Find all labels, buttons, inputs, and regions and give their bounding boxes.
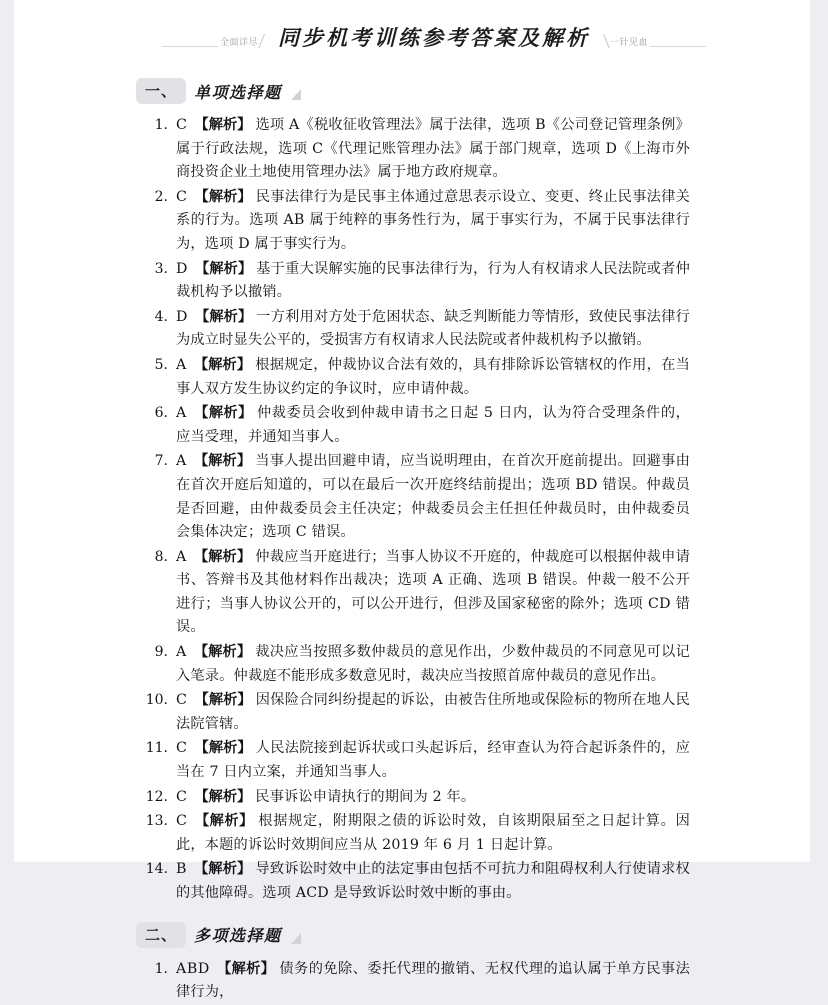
analysis-tag: 【解析】 bbox=[193, 356, 252, 373]
analysis-tag: 【解析】 bbox=[194, 117, 252, 133]
answer-content bbox=[14, 78, 810, 1005]
section-title: 单项选择题 bbox=[194, 82, 282, 102]
header-inner bbox=[162, 22, 706, 52]
analysis-text: 基于重大误解实施的民事法律行为，行为人有权请求人民法院或者仲裁机构予以撤销。 bbox=[176, 260, 690, 301]
item-number: 13. bbox=[145, 813, 168, 830]
header-rule-left bbox=[162, 46, 218, 47]
analysis-text: 民事诉讼申请执行的期间为 2 年。 bbox=[255, 788, 476, 805]
item-answer: C bbox=[176, 788, 188, 805]
analysis-tag: 【解析】 bbox=[194, 308, 253, 325]
item-number: 7. bbox=[154, 453, 168, 470]
answer-item bbox=[14, 958, 810, 1005]
answer-item bbox=[14, 114, 810, 185]
analysis-text: 仲裁委员会收到仲裁申请书之日起 5 日内，认为符合受理条件的，应当受理，并通知当事人。 bbox=[176, 405, 690, 445]
analysis-tag: 【解析】 bbox=[194, 260, 253, 277]
item-number: 12. bbox=[145, 788, 168, 805]
item-answer: D bbox=[176, 260, 188, 277]
item-number: 1. bbox=[154, 960, 168, 977]
document-page bbox=[14, 0, 810, 1001]
header-rule-right bbox=[650, 46, 706, 47]
section-title: 多项选择题 bbox=[194, 926, 282, 946]
answer-item bbox=[14, 258, 810, 305]
analysis-text: 仲裁应当开庭进行；当事人协议不开庭的，仲裁庭可以根据仲裁申请书、答辩书及其他材料作出裁决；选项 A 正确、选项 B 错误。仲裁一般不公开进行；当事人协议公开的，可以公开进行，但涉及国家秘密的除外；选项 CD 错误。 bbox=[176, 548, 690, 636]
item-body bbox=[168, 737, 690, 784]
item-body bbox=[168, 786, 690, 810]
item-body bbox=[168, 641, 690, 688]
answer-item bbox=[14, 186, 810, 257]
item-answer: A bbox=[176, 644, 187, 661]
item-answer: C bbox=[176, 740, 188, 757]
header-slash-left-icon bbox=[260, 34, 271, 49]
item-number: 14. bbox=[145, 861, 168, 878]
section-index-badge: 二、 bbox=[136, 922, 186, 948]
item-number: 5. bbox=[154, 356, 168, 373]
item-body bbox=[168, 858, 690, 905]
item-body bbox=[168, 546, 690, 640]
item-body bbox=[168, 354, 690, 401]
item-answer: C bbox=[176, 188, 188, 205]
section-triangle-icon bbox=[291, 933, 301, 944]
analysis-text: 裁决应当按照多数仲裁员的意见作出，少数仲裁员的不同意见可以记入笔录。仲裁庭不能形成多数意见时，裁决应当按照首席仲裁员的意见作出。 bbox=[176, 644, 690, 684]
item-number: 6. bbox=[154, 405, 168, 422]
analysis-tag: 【解析】 bbox=[194, 188, 252, 205]
analysis-tag: 【解析】 bbox=[194, 740, 252, 757]
analysis-text: 当事人提出回避申请，应当说明理由，在首次开庭前提出。回避事由在首次开庭后知道的，可以在最后一次开庭终结前提出；选项 BD 错误。仲裁员是否回避，由仲裁委员会主任决定；仲裁委员会主任担任仲裁员时，由仲裁委员会集体决定；选项 C 错误。 bbox=[176, 453, 690, 541]
analysis-tag: 【解析】 bbox=[194, 813, 254, 830]
item-answer: B bbox=[176, 861, 188, 878]
answer-item bbox=[14, 402, 810, 449]
item-number: 2. bbox=[154, 188, 168, 205]
analysis-tag: 【解析】 bbox=[193, 644, 252, 661]
item-body bbox=[168, 258, 690, 305]
answer-item bbox=[14, 354, 810, 401]
analysis-text: 因保险合同纠纷提起的诉讼，由被告住所地或保险标的物所在地人民法院管辖。 bbox=[176, 692, 690, 732]
item-body bbox=[168, 810, 690, 857]
item-number: 8. bbox=[154, 548, 168, 565]
header-left-tag: 全面详尽 bbox=[219, 37, 258, 48]
section-triangle-icon bbox=[291, 89, 301, 100]
answer-item bbox=[14, 546, 810, 640]
answer-item bbox=[14, 810, 810, 857]
analysis-text: 根据规定，附期限之债的诉讼时效，自该期限届至之日起计算。因此，本题的诉讼时效期间应当从 2019 年 6 月 1 日起计算。 bbox=[176, 813, 690, 853]
running-header bbox=[14, 0, 810, 62]
item-body bbox=[168, 186, 690, 257]
item-answer: A bbox=[176, 356, 187, 373]
answer-item bbox=[14, 689, 810, 736]
item-body bbox=[168, 402, 690, 449]
answer-item bbox=[14, 858, 810, 905]
item-answer: D bbox=[176, 308, 188, 325]
analysis-tag: 【解析】 bbox=[193, 548, 252, 565]
item-body bbox=[168, 114, 690, 185]
item-number: 9. bbox=[154, 644, 168, 661]
item-answer: C bbox=[176, 692, 188, 709]
answer-list bbox=[14, 114, 810, 906]
page-title: 同步机考训练参考答案及解析 bbox=[278, 25, 590, 50]
item-answer: A bbox=[176, 453, 187, 470]
analysis-tag: 【解析】 bbox=[194, 788, 252, 805]
item-body bbox=[168, 450, 690, 544]
analysis-text: 根据规定，仲裁协议合法有效的，具有排除诉讼管辖权的作用，在当事人双方发生协议约定的争议时，应申请仲裁。 bbox=[176, 356, 690, 397]
analysis-text: 选项 A《税收征收管理法》属于法律，选项 B《公司登记管理条例》属于行政法规，选项 C《代理记账管理办法》属于部门规章，选项 D《上海市外商投资企业土地使用管理办法》属于地方政府规章。 bbox=[176, 117, 690, 181]
answer-item bbox=[14, 786, 810, 810]
section-heading bbox=[14, 922, 810, 948]
analysis-tag: 【解析】 bbox=[194, 692, 252, 709]
answer-list bbox=[14, 958, 810, 1005]
item-body bbox=[168, 689, 690, 736]
section-index-badge: 一、 bbox=[136, 78, 186, 104]
analysis-tag: 【解析】 bbox=[194, 861, 252, 878]
item-body bbox=[168, 958, 690, 1005]
header-right-tag: 一针见血 bbox=[610, 37, 649, 48]
analysis-text: 一方利用对方处于危困状态、缺乏判断能力等情形，致使民事法律行为成立时显失公平的，受损害方有权请求人民法院或者仲裁机构予以撤销。 bbox=[176, 308, 690, 349]
answer-item bbox=[14, 450, 810, 544]
item-number: 4. bbox=[154, 308, 168, 325]
answer-item bbox=[14, 641, 810, 688]
item-number: 11. bbox=[145, 740, 168, 757]
analysis-tag: 【解析】 bbox=[193, 405, 253, 422]
item-answer: A bbox=[176, 405, 187, 422]
item-number: 3. bbox=[154, 260, 168, 277]
item-body bbox=[168, 306, 690, 353]
analysis-text: 民事法律行为是民事主体通过意思表示设立、变更、终止民事法律关系的行为。选项 AB 属于纯粹的事务性行为，属于事实行为，不属于民事法律行为，选项 D 属于事实行为。 bbox=[176, 188, 690, 252]
item-answer: ABD bbox=[176, 960, 210, 977]
analysis-tag: 【解析】 bbox=[216, 960, 276, 977]
item-answer: C bbox=[176, 813, 188, 830]
item-answer: A bbox=[176, 548, 187, 565]
section-heading bbox=[14, 78, 810, 104]
analysis-text: 债务的免除、委托代理的撤销、无权代理的追认属于单方民事法律行为， bbox=[176, 960, 690, 1001]
analysis-text: 导致诉讼时效中止的法定事由包括不可抗力和阻碍权利人行使请求权的其他障碍。选项 ACD 是导致诉讼时效中断的事由。 bbox=[176, 861, 690, 901]
analysis-text: 人民法院接到起诉状或口头起诉后，经审查认为符合起诉条件的，应当在 7 日内立案，并通知当事人。 bbox=[176, 740, 690, 781]
answer-item bbox=[14, 737, 810, 784]
header-slash-right-icon bbox=[597, 34, 608, 49]
item-number: 1. bbox=[154, 117, 168, 133]
item-number: 10. bbox=[145, 692, 168, 709]
analysis-tag: 【解析】 bbox=[193, 453, 252, 470]
item-answer: C bbox=[176, 117, 188, 133]
answer-item bbox=[14, 306, 810, 353]
